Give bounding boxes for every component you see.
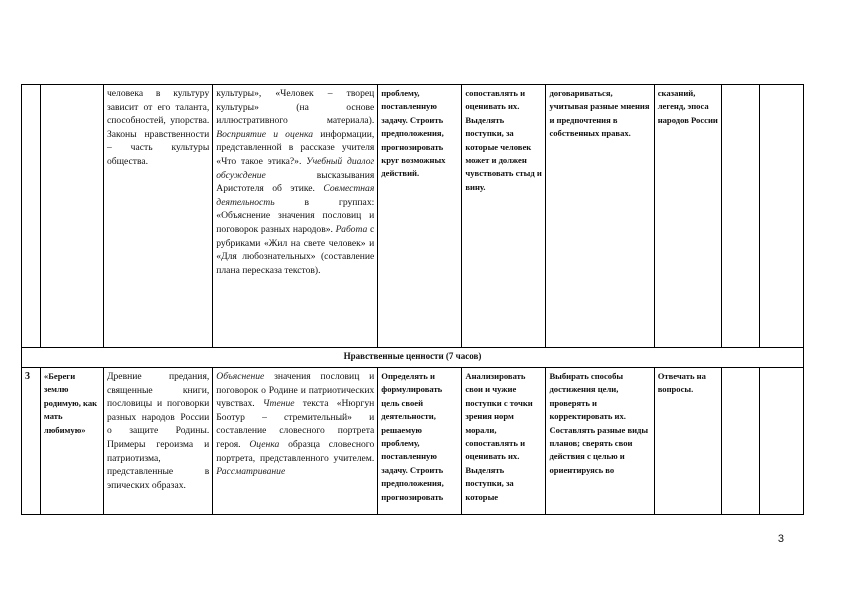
cell-regulative: Определять и формулировать цель своей деятельности, решаемую проблему, поставленную задачу. Строить предположения, прогнозировать [378,368,462,515]
page-number: 3 [777,533,784,545]
activity-text: образца словесного портрета, представленного учителем. [216,438,375,464]
curriculum-table [21,84,804,515]
cell-content: человека в культуру зависит от его таланта, способностей, упорства. Законы нравственности – часть культуры общества. [103,85,212,348]
table-row [22,85,804,348]
activity-term: Чтение [262,398,295,410]
cell-subject: Отвечать на вопросы. [654,368,721,515]
cell-content: Древние предания, священные книги, пословицы и поговорки разных народов России о защите Родины. Примеры героизма и патриотизма, представленные в эпических образах. [103,368,212,515]
cell-personal: сопоставлять и оценивать их. Выделять поступки, за которые человек может и должен чувствовать стыд и вину. [462,85,546,348]
cell-empty [759,368,803,515]
activity-term: Оценка [249,438,280,450]
activity-text: культуры», «Человек – творец культуры» (на основе иллюстративного материала). [216,88,375,127]
cell-personal: Анализировать свои и чужие поступки с точки зрения норм морали, сопоставлять и оценивать их. Выделять поступки, за которые [462,368,546,515]
activity-text: высказывания Аристотеля об этике. [216,169,375,195]
cell-topic [40,85,103,348]
table-row [22,348,804,368]
cell-communicative: договариваться, учитывая разные мнения и предпочтения в собственных правах. [546,85,654,348]
activity-term: Восприятие и оценка [216,128,314,140]
activity-text: информации, представленной в рассказе учителя «Что такое этика?». [216,128,375,167]
cell-subject: сказаний, легенд, эпоса народов России [654,85,721,348]
cell-communicative: Выбирать способы достижения цели, проверять и корректировать их. Составлять разные виды планов; сверять свои действия с целью и ориентируясь во [546,368,654,515]
cell-regulative: проблему, поставленную задачу. Строить предположения, прогнозировать круг возможных действий. [378,85,462,348]
cell-number: 3 [22,368,41,515]
cell-empty [721,85,759,348]
cell-empty [759,85,803,348]
activity-term: Работа [335,223,368,235]
activity-text: текста «Нюргун Боотур – стремительный» и составление словесного портрета героя. [216,398,375,450]
activity-text: значения пословиц и поговорок о Родине и патриотических чувствах. [216,371,375,410]
activity-term: Объяснение [216,371,265,382]
table-row [22,368,804,515]
cell-activities [213,85,378,348]
cell-activities [213,368,378,515]
section-title: Нравственные ценности (7 часов) [22,348,804,368]
cell-number [22,85,41,348]
activity-term: Рассматривание [216,466,286,478]
activity-term: Учебный диалог обсуждение [216,155,375,181]
activity-text: в группах: «Объяснение значения пословиц и поговорок разных народов». [216,196,375,235]
activity-term: Совместная деятельность [216,183,375,208]
cell-empty [721,368,759,515]
activity-text: с рубриками «Жил на свете человек» и «Для любознательных» (составление плана пересказа текстов). [216,223,375,276]
cell-topic: «Береги землю родимую, как мать любимую» [40,368,103,515]
